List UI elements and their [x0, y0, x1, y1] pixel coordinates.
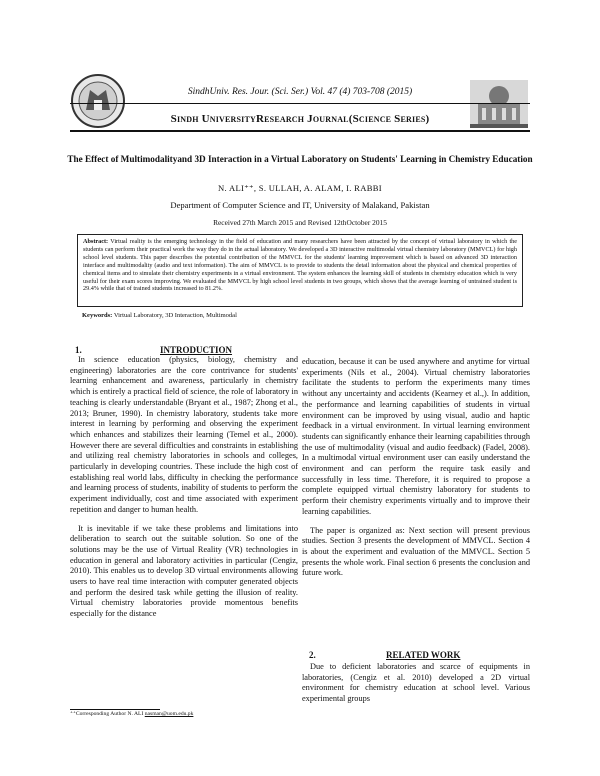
right-column — [302, 357, 530, 587]
header-rule-top — [70, 103, 530, 104]
affiliation: Department of Computer Science and IT, University of Malakand, Pakistan — [170, 200, 430, 210]
section-2-number: 2. — [309, 650, 316, 660]
section-2-heading: RELATED WORK — [386, 650, 461, 660]
received-dates: Received 27th March 2015 and Revised 12thOctober 2015 — [213, 218, 387, 227]
footnote — [70, 711, 193, 717]
header-rule-bottom — [70, 130, 530, 132]
keywords — [82, 312, 522, 319]
body-paragraph: Due to deficient laboratories and scarce of equipments in laboratories, (Cengiz et al. 2010) developed a 2D virtual environment for chemistry education at school level. Various experimental groups — [302, 662, 530, 704]
body-paragraph: education, because it can be used anywhere and anytime for virtual experiments (Nils et al., 2004). Virtual chemistry laboratories facilitate the students to perform the experiments many times without any uncertainty and accidents (Kearney et al.,). In addition, the performance and learning capabilities of students in virtual environment can be improved by using visual, audio and haptic feedback in a virtual environment. In virtual learning environment students can significantly enhance their learning capabilities through the use of multimodality (visual and audio feedback) (Fadel, 2008). In a multimodal virtual environment user can easily understand the environment and can perform the require task easily and successfully in less time. Therefore, it is required to propose a complete equipped virtual chemistry laboratory for students to perform their chemistry experiments virtually and to improve their learning capabilities. — [302, 357, 530, 516]
section-1-heading: INTRODUCTION — [160, 345, 233, 355]
keywords-label: Keywords: — [82, 312, 113, 319]
author-list: N. ALI⁺⁺, S. ULLAH, A. ALAM, I. RABBI — [218, 183, 382, 193]
body-paragraph: In science education (physics, biology, chemistry and engineering) laboratories are the core contrivance for students' learning enhancement and awareness, particularly in chemistry which is entirely a practical field of science, the role of laboratory in teaching is clearly understandable (Bryant et al., 1987; Zhong et al., 2013; Bruner, 1990). In chemistry laboratory, students take more interest in learning by performing and observing the experiment which enhances and stabilizes their learning (Temel et al., 2000). However there are several difficulties and constraints in establishing and utilizing real chemistry laboratories in schools and colleges, particularly in developing countries. These include the high cost of establishing real world labs, difficulty in checking the performance and learning process of students, inability of students to perform the experiment individually, cost and time associated with experiment repetition and danger to human health. — [70, 355, 298, 514]
paper-title: The Effect of Multimodalityand 3D Interaction in a Virtual Laboratory on Students' Learning in Chemistry Education — [67, 154, 533, 164]
keywords-text: Virtual Laboratory, 3D Interaction, Multimodal — [113, 312, 237, 319]
footnote-rule — [70, 709, 160, 710]
university-seal-logo — [70, 72, 126, 130]
body-paragraph: The paper is organized as: Next section will present previous studies. Section 3 presents the development of MMVCL. Section 4 is about the experiment and evaluation of the MMVCL. Section 5 presents the whole work. Final section 6 presents the conclusion and future work. — [302, 525, 530, 578]
left-column — [70, 344, 298, 628]
right-column-continued — [302, 662, 530, 713]
journal-reference: SindhUniv. Res. Jour. (Sci. Ser.) Vol. 47 (4) 703-708 (2015) — [187, 87, 413, 97]
footnote-text: ⁺⁺Corresponding Author N. ALI — [70, 711, 144, 717]
section-1-number: 1. — [75, 345, 82, 355]
abstract-text: Virtual reality is the emerging technology in the field of education and many researchers have been attracted by the concept of virtual laboratory in which the students can perform their practical work the way they do in the actual laboratory. We developed a 3D interactive multimodal virtual chemistry laboratory (MMVCL) for high school level students. This paper describes the potential contribution of the MMVCL for the students' learning improvement which is based on advanced 3D interaction interface and multimodality (audio and text information). The aim of MMVCL is to provide to students the detail information about the physical and chemical properties of chemical items and to simulate their chemistry experiments in a virtual environment. The system enhances the learning skill of students in chemistry education which is very useful for their exam scores improving. We evaluated the MMVCL by high school level students in two groups, which shows that the average learning of untrained student is 29.4% while that of trained students increased to 81.2%. — [83, 238, 517, 293]
campus-building-logo — [470, 80, 528, 128]
abstract-box — [77, 234, 523, 307]
abstract-label: Abstract: — [83, 238, 109, 245]
body-paragraph: It is inevitable if we take these problems and limitations into deliberation to search out the suitable solution. So one of the solutions may be the use of Virtual Reality (VR) technologies in education in general and laboratory activities in particular (Cengiz, 2010). This enables us to develop 3D virtual environments allowing users to have real time interaction with computer generated objects and perform the desired task while getting the illusion of reality. Virtual chemistry laboratories provide momentous benefits especially for the distance — [70, 523, 298, 619]
author-email-link[interactable]: nasman@uom.edu.pk — [144, 711, 194, 717]
journal-name: Sindh UniversityResearch Journal(Science Series) — [170, 113, 430, 125]
